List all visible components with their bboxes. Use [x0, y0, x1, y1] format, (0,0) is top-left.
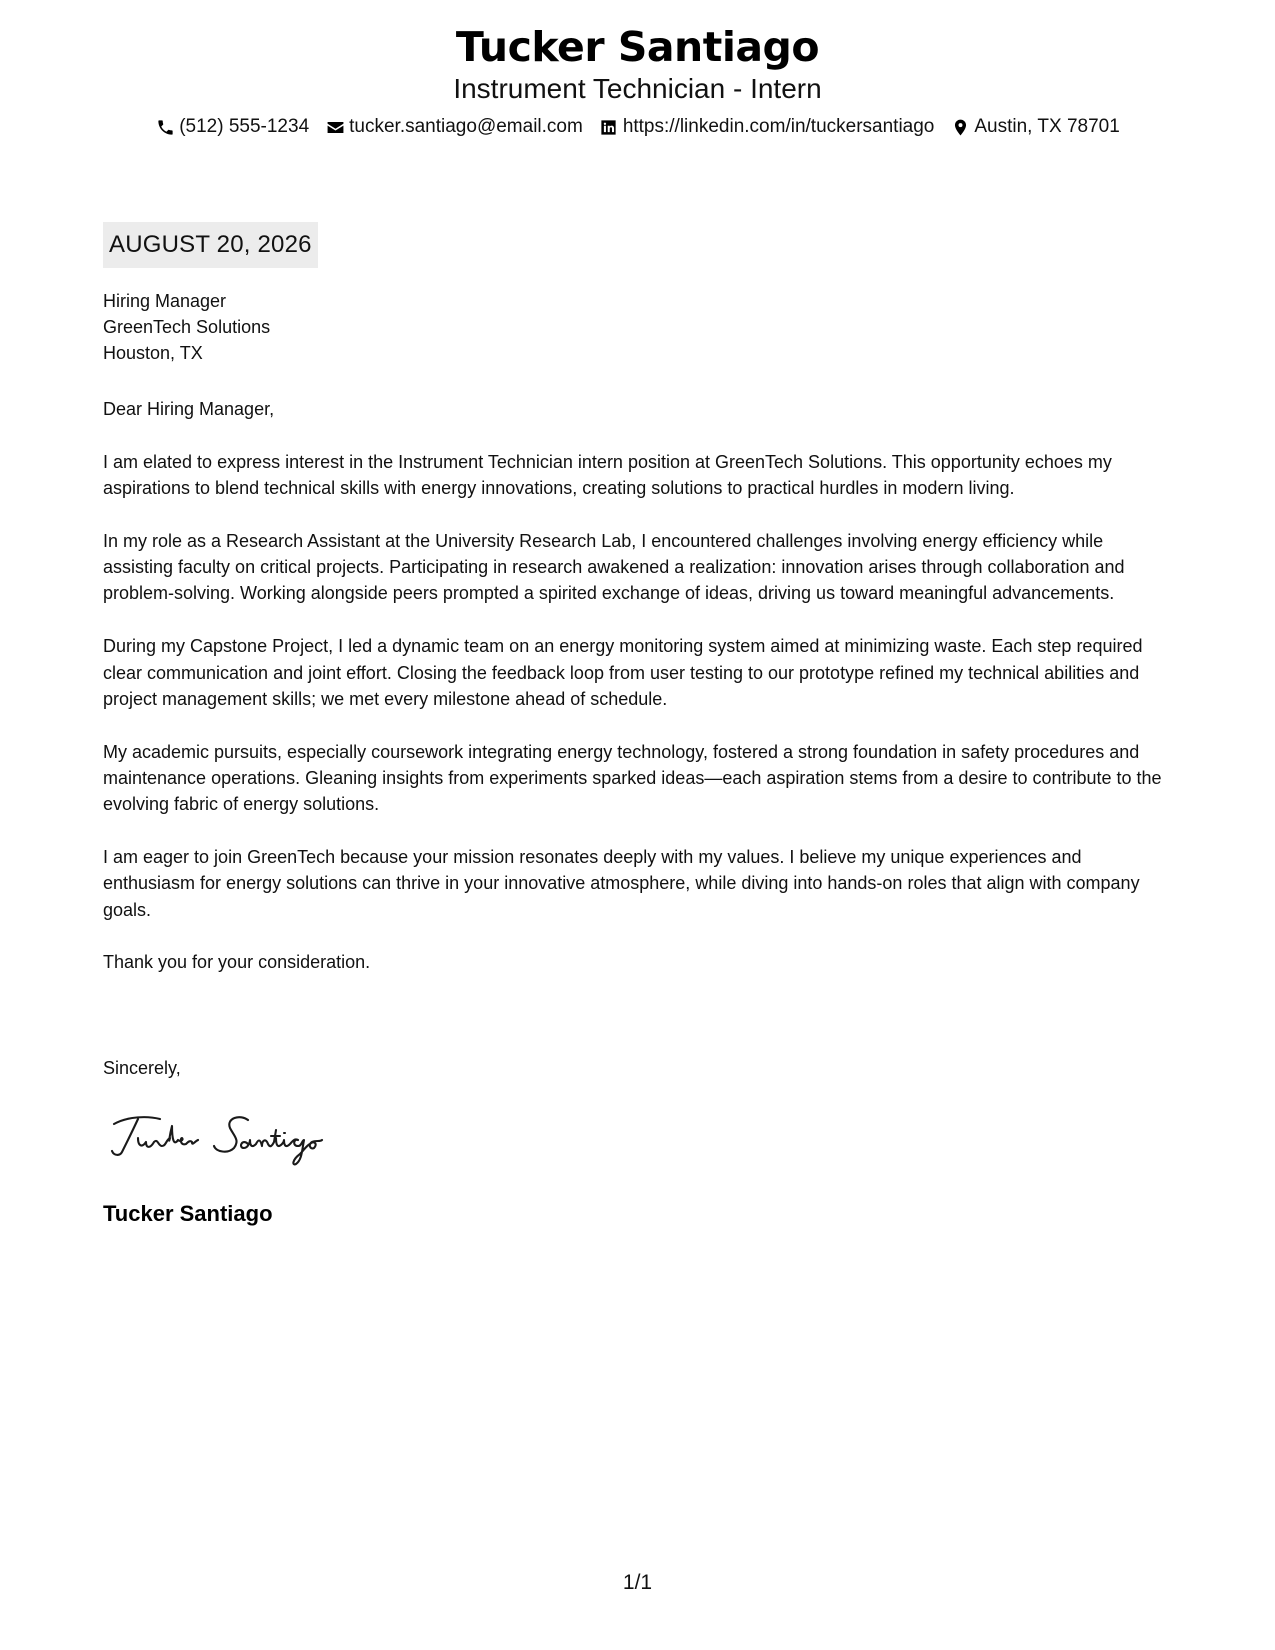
linkedin-icon [599, 117, 619, 137]
signer-name: Tucker Santiago [103, 1201, 273, 1226]
phone-number: (512) 555-1234 [179, 116, 310, 137]
applicant-name: Tucker Santiago [455, 23, 820, 71]
recipient-location: Houston, TX [103, 343, 203, 363]
body-paragraph-4: My academic pursuits, especially coursework integrating energy technology, fostered a strong foundation in safety procedures and maintenance operations. Gleaning insights from experiments sparked ideas—each aspiration stems from a desire to contribute to the evolving fabric of energy solutions. [103, 741, 1162, 815]
envelope-icon [325, 117, 345, 137]
applicant-job-title: Instrument Technician - Intern [453, 73, 822, 104]
letter-date: AUGUST 20, 2026 [103, 222, 318, 268]
salutation: Dear Hiring Manager, [103, 399, 275, 419]
contact-info-row [0, 114, 1275, 140]
phone-icon [155, 117, 175, 137]
map-pin-icon [950, 117, 970, 137]
contact-location [950, 114, 1119, 140]
recipient-block [103, 288, 270, 366]
body-paragraph-1: I am elated to express interest in the Instrument Technician intern position at GreenTech Solutions. This opportunity echoes my aspirations to blend technical skills with energy innovations, creating solutions to practical hurdles in modern living. [103, 451, 1112, 499]
body-paragraph-5: I am eager to join GreenTech because your mission resonates deeply with my values. I believe my unique experiences and enthusiasm for energy solutions can thrive in your innovative atmosphere, while diving into hands-on roles that align with company goals. [103, 847, 1140, 920]
page-number: 1/1 [622, 1571, 653, 1594]
thank-you-line: Thank you for your consideration. [103, 952, 371, 973]
linkedin-url: https://linkedin.com/in/tuckersantiago [622, 116, 935, 137]
body-paragraph-3: During my Capstone Project, I led a dynamic team on an energy monitoring system aimed at minimizing waste. Each step required clear communication and joint effort. Closing the feedback loop from user testing to our prototype refined my technical abilities and project management skills; we met every milestone ahead of schedule. [103, 636, 1143, 709]
contact-email [325, 114, 583, 140]
closing-line: Sincerely, [103, 1058, 181, 1078]
recipient-company: GreenTech Solutions [103, 317, 271, 337]
letter-header [0, 22, 1275, 140]
handwritten-signature [108, 1104, 358, 1174]
email-address: tucker.santiago@email.com [349, 116, 583, 137]
contact-phone [155, 114, 309, 140]
recipient-title: Hiring Manager [103, 291, 227, 311]
letter-body [103, 396, 1178, 1002]
contact-linkedin [599, 114, 935, 140]
body-paragraph-2: In my role as a Research Assistant at the University Research Lab, I encountered challenges involving energy efficiency while assisting faculty on critical projects. Participating in research awakened a realization: innovation arises through collaboration and problem-solving. Working alongside peers prompted a spirited exchange of ideas, driving us toward meaningful advancements. [103, 530, 1125, 604]
location-text: Austin, TX 78701 [974, 116, 1120, 137]
